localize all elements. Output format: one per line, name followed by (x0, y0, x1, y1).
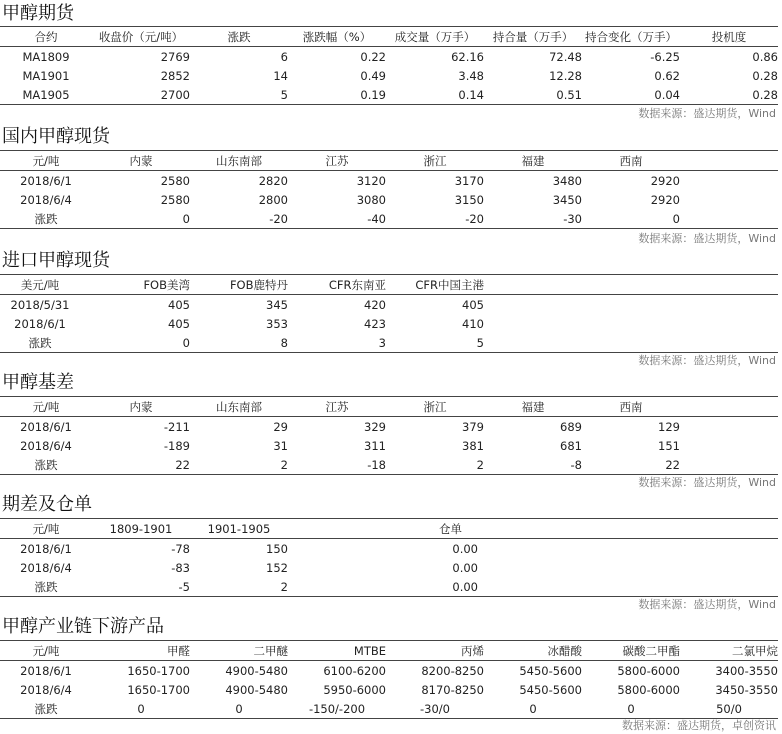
table-cell: 0.00 (452, 541, 478, 556)
table-cell: -40 (288, 209, 386, 229)
row-label: 2018/5/31 (10, 297, 70, 312)
table-row (0, 577, 778, 597)
table-row (0, 47, 778, 67)
row-label: 涨跌 (0, 333, 80, 353)
table-cell: 0.00 (288, 577, 478, 597)
data-source-note: 数据来源：盛达期货，Wind (638, 598, 776, 611)
header-cell: 福建 (484, 151, 582, 171)
row-label: 涨跌 (0, 455, 92, 475)
table-cell: -6.25 (650, 49, 680, 64)
header-cell: 元/吨 (0, 397, 92, 417)
header-cell: 1809-1901 (92, 519, 190, 539)
table-cell: 689 (560, 419, 582, 434)
table-cell: 8200-8250 (421, 663, 484, 678)
table-cell: 5800-6000 (617, 682, 680, 697)
table-cell: 14 (273, 68, 288, 83)
empty-cell (680, 455, 778, 475)
downstream-table (0, 640, 778, 719)
table-cell: -20 (386, 209, 484, 229)
row-label: 2018/6/1 (20, 663, 72, 678)
table-cell: 681 (560, 438, 582, 453)
table-cell: 5800-6000 (617, 663, 680, 678)
header-cell: 成交量（万手） (386, 27, 484, 47)
table-header-row (0, 519, 778, 539)
header-cell: 西南 (582, 397, 680, 417)
table-cell: 405 (462, 297, 484, 312)
empty-cell (680, 190, 778, 209)
table-cell: 1650-1700 (127, 663, 190, 678)
header-cell: 福建 (484, 397, 582, 417)
table-cell: 4900-5480 (225, 663, 288, 678)
table-cell: 0 (92, 209, 190, 229)
table-cell: 3080 (356, 192, 386, 207)
table-cell: 2920 (650, 173, 680, 188)
header-cell: 二氯甲烷 (680, 641, 778, 661)
header-cell: 丙烯 (386, 641, 484, 661)
row-label: MA1901 (22, 68, 70, 83)
table-cell: 2580 (160, 173, 190, 188)
table-row (0, 295, 778, 315)
table-cell: 0.14 (386, 85, 484, 105)
table-cell: 0 (484, 699, 582, 719)
table-cell: 129 (658, 419, 680, 434)
header-cell: 甲醛 (92, 641, 190, 661)
header-cell: 元/吨 (0, 519, 92, 539)
table-header-row (0, 397, 778, 417)
table-cell: 0 (582, 209, 680, 229)
table-cell: 420 (364, 297, 386, 312)
table-cell: -30 (484, 209, 582, 229)
empty-cell (484, 333, 778, 353)
section-title: 甲醇基差 (2, 372, 74, 393)
table-cell: 3450 (552, 192, 582, 207)
row-label: 涨跌 (0, 577, 92, 597)
table-row (0, 455, 778, 475)
row-label: MA1809 (22, 49, 70, 64)
table-cell: 2 (386, 455, 484, 475)
table-cell: 3150 (454, 192, 484, 207)
table-cell: 3 (288, 333, 386, 353)
table-row (0, 661, 778, 681)
header-cell: 内蒙 (92, 151, 190, 171)
row-label: 2018/6/4 (20, 438, 72, 453)
table-cell: 405 (168, 297, 190, 312)
table-cell: -8 (484, 455, 582, 475)
table-row (0, 85, 778, 105)
table-cell: -20 (190, 209, 288, 229)
table-row (0, 436, 778, 455)
header-cell: 碳酸二甲酯 (582, 641, 680, 661)
table-cell: 5950-6000 (323, 682, 386, 697)
table-cell: -83 (171, 560, 190, 575)
table-cell: 2700 (92, 85, 190, 105)
empty-cell (478, 539, 778, 559)
table-header-row (0, 27, 778, 47)
data-source-note: 数据来源：盛达期货，Wind (638, 476, 776, 489)
data-source-note: 数据来源：盛达期货，Wind (638, 232, 776, 245)
table-cell: 72.48 (549, 49, 582, 64)
table-cell: 381 (462, 438, 484, 453)
header-cell: FOB美湾 (80, 275, 190, 295)
empty-cell (478, 577, 778, 597)
table-cell: 5450-5600 (519, 663, 582, 678)
header-cell: 收盘价（元/吨） (92, 27, 190, 47)
table-cell: 3.48 (458, 68, 484, 83)
table-cell: 311 (364, 438, 386, 453)
table-cell: -189 (163, 438, 190, 453)
section-title: 甲醇期货 (2, 3, 74, 24)
empty-cell (680, 397, 778, 417)
domestic-spot-table (0, 150, 778, 229)
header-cell: 西南 (582, 151, 680, 171)
table-cell: 2769 (160, 49, 190, 64)
table-cell: 3450-3550 (715, 682, 778, 697)
header-cell: 涨跌 (190, 27, 288, 47)
table-cell: 12.28 (549, 68, 582, 83)
table-cell: 0.28 (680, 85, 778, 105)
table-header-row (0, 275, 778, 295)
row-label: 2018/6/1 (20, 541, 72, 556)
futures-table (0, 26, 778, 105)
table-cell: 3400-3550 (715, 663, 778, 678)
table-row (0, 539, 778, 559)
table-row (0, 209, 778, 229)
header-cell: 元/吨 (0, 641, 92, 661)
table-cell: 0 (80, 333, 190, 353)
row-label: 涨跌 (0, 209, 92, 229)
row-label: 2018/6/1 (14, 316, 66, 331)
table-cell: 0 (582, 699, 680, 719)
table-cell: 1650-1700 (127, 682, 190, 697)
section-title: 国内甲醇现货 (2, 126, 110, 147)
row-label: 2018/6/4 (20, 682, 72, 697)
table-cell: 62.16 (451, 49, 484, 64)
table-cell: 0.22 (360, 49, 386, 64)
table-cell: 0 (92, 699, 190, 719)
basis-table (0, 396, 778, 475)
table-cell: 151 (658, 438, 680, 453)
table-cell: 405 (168, 316, 190, 331)
header-cell: 投机度 (680, 27, 778, 47)
table-cell: 0.00 (452, 560, 478, 575)
table-cell: 3480 (552, 173, 582, 188)
table-cell: 50/0 (680, 699, 778, 719)
empty-cell (680, 209, 778, 229)
table-cell: 345 (266, 297, 288, 312)
table-cell: 31 (273, 438, 288, 453)
empty-cell (484, 295, 778, 315)
header-cell: CFR中国主港 (386, 275, 484, 295)
table-cell: -78 (171, 541, 190, 556)
table-cell: -18 (288, 455, 386, 475)
table-header-row (0, 641, 778, 661)
row-label: 2018/6/4 (20, 192, 72, 207)
table-cell: -211 (163, 419, 190, 434)
table-cell: 0 (190, 699, 288, 719)
table-cell: -30/0 (386, 699, 484, 719)
header-cell: 浙江 (386, 397, 484, 417)
table-cell: 29 (273, 419, 288, 434)
table-cell: 4900-5480 (225, 682, 288, 697)
table-row (0, 680, 778, 699)
section-title: 期差及仓单 (2, 494, 92, 515)
table-cell: 8 (190, 333, 288, 353)
section-title: 甲醇产业链下游产品 (2, 616, 164, 637)
import-spot-table (0, 274, 778, 353)
empty-cell (478, 519, 778, 539)
table-cell: 0.28 (752, 68, 778, 83)
header-cell: 内蒙 (92, 397, 190, 417)
data-source-note: 数据来源：盛达期货，Wind (638, 107, 776, 120)
table-cell: 5 (386, 333, 484, 353)
table-cell: 0.49 (360, 68, 386, 83)
header-cell: 元/吨 (0, 151, 92, 171)
header-cell: 持合变化（万手） (582, 27, 680, 47)
table-row (0, 66, 778, 85)
table-cell: 329 (364, 419, 386, 434)
table-cell: 150 (266, 541, 288, 556)
table-cell: 2800 (258, 192, 288, 207)
table-cell: 379 (462, 419, 484, 434)
data-source-note: 数据来源：盛达期货，Wind (638, 354, 776, 367)
table-cell: 0.04 (582, 85, 680, 105)
data-source-note: 数据来源：盛达期货，卓创资讯 (622, 719, 776, 732)
section-title: 进口甲醇现货 (2, 250, 110, 271)
header-cell: 涨跌幅（%） (288, 27, 386, 47)
header-cell: FOB鹿特丹 (190, 275, 288, 295)
empty-cell (680, 171, 778, 191)
header-cell: 江苏 (288, 397, 386, 417)
empty-cell (680, 151, 778, 171)
table-cell: -150/-200 (288, 699, 386, 719)
table-cell: 0.86 (752, 49, 778, 64)
table-cell: 0.51 (484, 85, 582, 105)
spread-warrant-table (0, 518, 778, 597)
row-label: 2018/6/1 (20, 419, 72, 434)
table-row (0, 699, 778, 719)
table-cell: 0.19 (288, 85, 386, 105)
table-row (0, 314, 778, 333)
header-cell: 江苏 (288, 151, 386, 171)
table-cell: 423 (364, 316, 386, 331)
header-cell: 美元/吨 (0, 275, 80, 295)
header-cell: 持合量（万手） (484, 27, 582, 47)
table-cell: 6100-6200 (323, 663, 386, 678)
table-cell: 8170-8250 (421, 682, 484, 697)
header-cell: 1901-1905 (190, 519, 288, 539)
table-cell: 2580 (160, 192, 190, 207)
empty-cell (680, 417, 778, 437)
table-cell: 3170 (454, 173, 484, 188)
header-cell: MTBE (288, 641, 386, 661)
table-row (0, 171, 778, 191)
table-row (0, 417, 778, 437)
table-cell: 410 (462, 316, 484, 331)
row-label: 涨跌 (0, 699, 92, 719)
header-cell: 山东南部 (190, 397, 288, 417)
table-cell: -5 (92, 577, 190, 597)
header-cell: 山东南部 (190, 151, 288, 171)
header-cell: 冰醋酸 (484, 641, 582, 661)
row-label: 2018/6/4 (20, 560, 72, 575)
table-cell: 22 (92, 455, 190, 475)
table-row (0, 333, 778, 353)
empty-cell (680, 436, 778, 455)
empty-cell (484, 314, 778, 333)
table-cell: 2820 (258, 173, 288, 188)
table-cell: 353 (266, 316, 288, 331)
table-cell: 2 (190, 455, 288, 475)
table-cell: 6 (280, 49, 288, 64)
header-cell: 仓单 (288, 519, 478, 539)
header-cell: 浙江 (386, 151, 484, 171)
table-cell: 2852 (160, 68, 190, 83)
row-label: MA1905 (0, 85, 92, 105)
row-label: 2018/6/1 (20, 173, 72, 188)
table-cell: 2 (190, 577, 288, 597)
table-cell: 3120 (356, 173, 386, 188)
table-cell: 152 (266, 560, 288, 575)
table-header-row (0, 151, 778, 171)
table-row (0, 190, 778, 209)
table-cell: 0.62 (654, 68, 680, 83)
table-cell: 5 (190, 85, 288, 105)
table-cell: 2920 (650, 192, 680, 207)
table-cell: 5450-5600 (519, 682, 582, 697)
header-cell: CFR东南亚 (288, 275, 386, 295)
empty-cell (484, 275, 778, 295)
table-row (0, 558, 778, 577)
header-cell: 合约 (0, 27, 92, 47)
table-cell: 22 (582, 455, 680, 475)
header-cell: 二甲醚 (190, 641, 288, 661)
empty-cell (478, 558, 778, 577)
